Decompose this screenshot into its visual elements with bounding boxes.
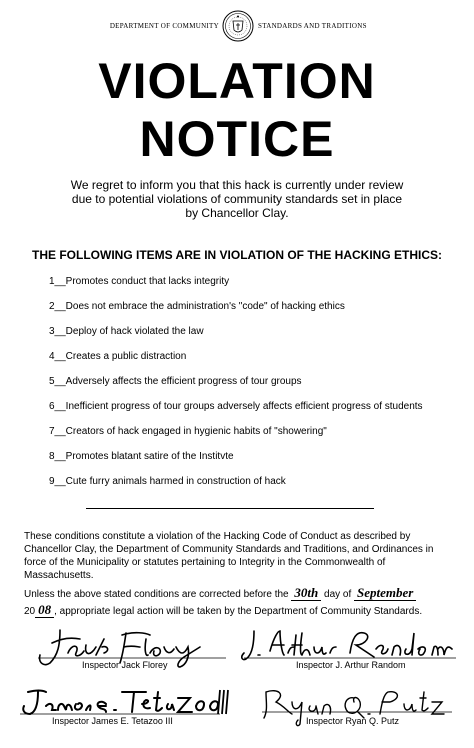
title-violation: VIOLATION bbox=[98, 53, 376, 109]
signature-block-putz bbox=[258, 684, 458, 729]
list-item: 7__Creators of hack engaged in hygienic habits of "showering" bbox=[49, 426, 327, 437]
violation-list bbox=[49, 276, 423, 501]
divider bbox=[86, 508, 374, 509]
deadline-paragraph bbox=[24, 585, 454, 619]
letterhead bbox=[0, 10, 474, 44]
department-name-left: DEPARTMENT OF COMMUNITY bbox=[109, 22, 219, 30]
list-item: 2__Does not embrace the administration's "code" of hacking ethics bbox=[49, 301, 345, 312]
list-item: 3__Deploy of hack violated the law bbox=[49, 326, 204, 337]
deadline-suffix: , appropriate legal action will be taken by the Department of Community Standards. bbox=[54, 606, 423, 617]
intro-paragraph: We regret to inform you that this hack is currently under review due to potential violations of community standards set in place by Chancellor Clay. bbox=[70, 178, 404, 220]
conditions-paragraph: These conditions constitute a violation of the Hacking Code of Conduct as described by Chancellor Clay, the Department of Community Standards and Traditions, and Ordinances in force of the Municipality or statutes pertaining to Integrity in the Commonwealth of Massachusetts. bbox=[24, 531, 434, 581]
title-notice: NOTICE bbox=[139, 111, 335, 167]
list-item: 1__Promotes conduct that lacks integrity bbox=[49, 276, 230, 287]
list-item: 4__Creates a public distraction bbox=[49, 351, 187, 362]
list-item: 9__Cute furry animals harmed in construction of hack bbox=[49, 476, 286, 487]
items-heading: THE FOLLOWING ITEMS ARE IN VIOLATION OF THE HACKING ETHICS: bbox=[32, 248, 442, 262]
deadline-prefix: Unless the above stated conditions are corrected before the bbox=[24, 589, 289, 600]
signature-block-random bbox=[240, 625, 460, 670]
signature-block-tetazoo bbox=[10, 684, 230, 729]
signature-block-florey bbox=[30, 625, 230, 670]
deadline-month: September bbox=[354, 585, 416, 601]
list-item: 5__Adversely affects the efficient progress of tour groups bbox=[49, 376, 302, 387]
signature-label-random: Inspector J. Arthur Random bbox=[296, 660, 406, 670]
list-item: 6__Inefficient progress of tour groups adversely affects efficient progress of students bbox=[49, 401, 423, 412]
signature-label-putz: Inspector Ryan Q. Putz bbox=[306, 716, 400, 726]
deadline-day: 30th bbox=[291, 585, 321, 601]
signature-label-florey: Inspector Jack Florey bbox=[82, 660, 168, 670]
commonwealth-seal-icon bbox=[222, 10, 254, 42]
department-name-right: STANDARDS AND TRADITIONS bbox=[258, 22, 367, 30]
deadline-year-prefix: 20 bbox=[24, 606, 36, 617]
signature-label-tetazoo: Inspector James E. Tetazoo III bbox=[52, 716, 173, 726]
deadline-year: 08 bbox=[35, 602, 54, 618]
list-item: 8__Promotes blatant satire of the Institvte bbox=[49, 451, 234, 462]
deadline-middle: day of bbox=[324, 589, 352, 600]
